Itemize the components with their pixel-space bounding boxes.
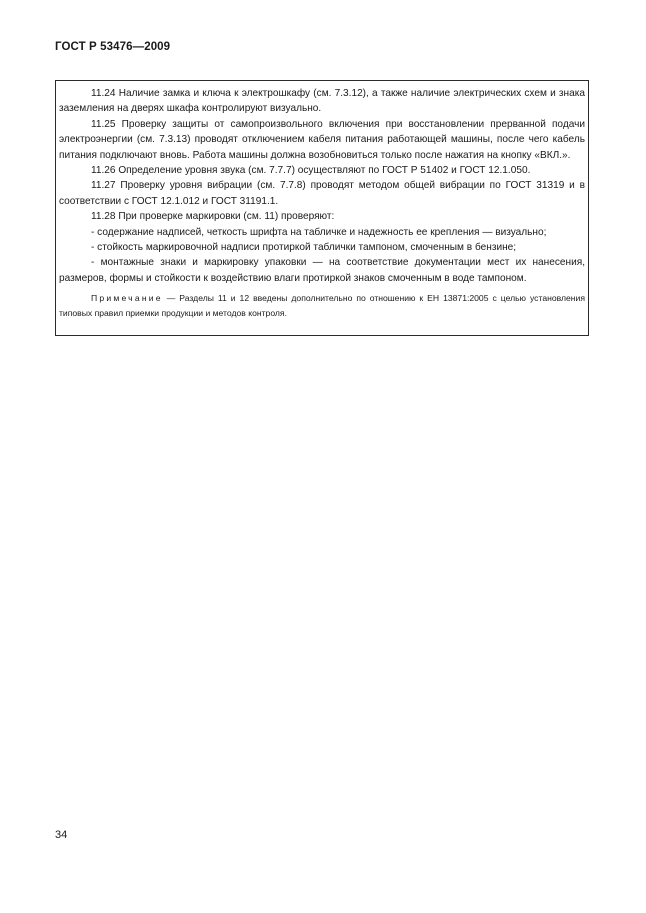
paragraph-11-24: 11.24 Наличие замка и ключа к электрошкафу (см. 7.3.12), а также наличие электрических схем и знака заземления на дверях шкафа контролируют визуально.: [59, 88, 585, 115]
list-item-packaging-marks: - монтажные знаки и маркировку упаковки — на соответствие документации мест их нанесения, размеров, формы и стойкости к воздействию влаги протиркой знаков смоченным в воде тампоном.: [59, 257, 585, 284]
note-text: — Разделы 11 и 12 введены дополнительно по отношению к ЕН 13871:2005 с целью установления типовых правил приемки продукции и методов контроля.: [59, 293, 585, 319]
note-label: Примечание: [91, 293, 163, 304]
paragraph-11-27: 11.27 Проверку уровня вибрации (см. 7.7.8) проводят методом общей вибрации по ГОСТ 31319 и в соответствии с ГОСТ 12.1.012 и ГОСТ 31191.1.: [59, 180, 585, 207]
paragraph-11-26: 11.26 Определение уровня звука (см. 7.7.7) осуществляют по ГОСТ Р 51402 и ГОСТ 12.1.050.: [91, 165, 531, 177]
paragraph-11-25: 11.25 Проверку защиты от самопроизвольного включения при восстановлении прерванной подачи электроэнергии (см. 7.3.13) проводят отключением кабеля питания работающей машины, после чего кабель питания подключают вновь. Работа машины должна возобновиться только после нажатия на кнопку «ВКЛ.».: [59, 118, 585, 161]
list-item-marking-durability: - стойкость маркировочной надписи протиркой таблички тампоном, смоченным в бензине;: [91, 242, 517, 254]
paragraph-11-28: 11.28 При проверке маркировки (см. 11) проверяют:: [91, 211, 335, 223]
list-item-inscriptions: - содержание надписей, четкость шрифта на табличке и надежность ее крепления — визуально;: [91, 226, 547, 238]
note: [59, 291, 585, 321]
page-number: 34: [55, 829, 68, 841]
document-header: ГОСТ Р 53476—2009: [55, 41, 171, 53]
bordered-text-block: [55, 80, 589, 336]
